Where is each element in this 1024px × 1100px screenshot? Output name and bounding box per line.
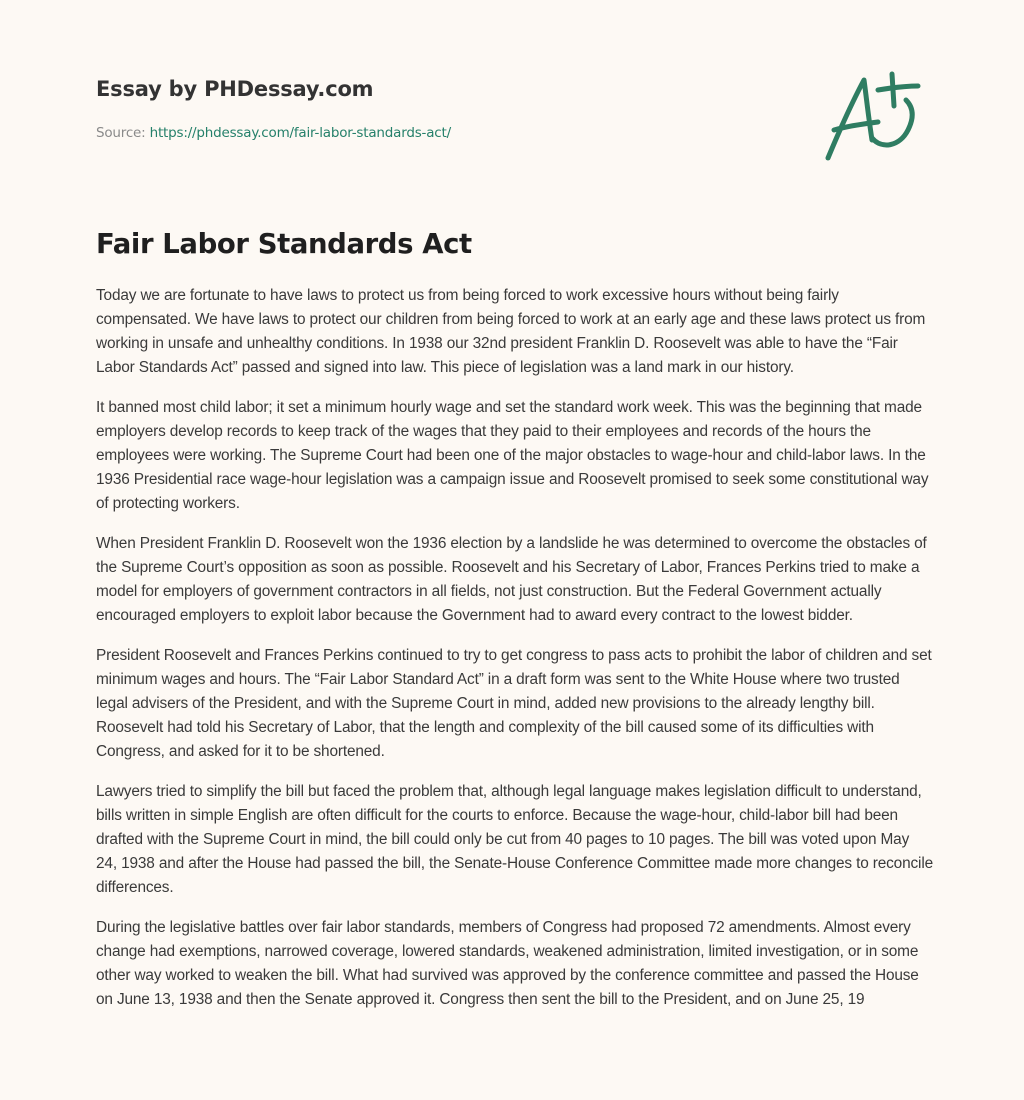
site-brand: Essay by PHDessay.com (96, 77, 374, 101)
essay-paragraph: Lawyers tried to simplify the bill but faced the problem that, although legal language makes legislation difficult to understand, bills written in simple English are often difficult for the courts to enforce. Because the wage-hour, child-labor bill had been drafted with the Supreme Court in mind, the bill could only be cut from 40 pages to 10 pages. The bill was voted upon May 24, 1938 and after the House had passed the bill, the Senate-House Conference Committee made more changes to reconcile differences. (96, 783, 933, 896)
essay-paragraph: It banned most child labor; it set a minimum hourly wage and set the standard work week. This was the beginning that made employers develop records to keep track of the wages that they paid to their employees and records of the hours the employees were working. The Supreme Court had been one of the major obstacles to wage-hour and child-labor laws. In the 1936 Presidential race wage-hour legislation was a campaign issue and Roosevelt promised to seek some constitutional way of protecting workers. (96, 399, 929, 512)
essay-paragraph: When President Franklin D. Roosevelt won the 1936 election by a landslide he was determined to overcome the obstacles of the Supreme Court’s opposition as soon as possible. Roosevelt and his Secretary of Labor, Frances Perkins tried to make a model for employers of government contractors in all fields, not just construction. But the Federal Government actually encouraged employers to exploit labor because the Government had to award every contract to the lowest bidder. (96, 535, 927, 624)
a-plus-grade-icon (820, 64, 930, 169)
essay-body (96, 284, 934, 1028)
essay-paragraph: Today we are fortunate to have laws to protect us from being forced to work excessive hours without being fairly compensated. We have laws to protect our children from being forced to work at an early age and these laws protect us from working in unsafe and unhealthy conditions. In 1938 our 32nd president Franklin D. Roosevelt was able to have the “Fair Labor Standards Act” passed and signed into law. This piece of legislation was a land mark in our history. (96, 287, 926, 376)
source-label: Source: (96, 125, 146, 141)
source-link[interactable]: https://phdessay.com/fair-labor-standards-act/ (149, 125, 451, 141)
essay-title: Fair Labor Standards Act (96, 228, 472, 260)
source-line (96, 124, 796, 142)
page-header (96, 74, 796, 142)
essay-paragraph: During the legislative battles over fair labor standards, members of Congress had proposed 72 amendments. Almost every change had exemptions, narrowed coverage, lowered standards, weakened administration, limited investigation, or in some other way worked to weaken the bill. What had survived was approved by the conference committee and passed the House on June 13, 1938 and then the Senate approved it. Congress then sent the bill to the President, and on June 25, 19 (96, 919, 919, 1008)
essay-paragraph: President Roosevelt and Frances Perkins continued to try to get congress to pass acts to prohibit the labor of children and set minimum wages and hours. The “Fair Labor Standard Act” in a draft form was sent to the White House where two trusted legal advisers of the President, and with the Supreme Court in mind, added new provisions to the already lengthy bill. Roosevelt had told his Secretary of Labor, that the length and complexity of the bill caused some of its difficulties with Congress, and asked for it to be shortened. (96, 647, 932, 760)
